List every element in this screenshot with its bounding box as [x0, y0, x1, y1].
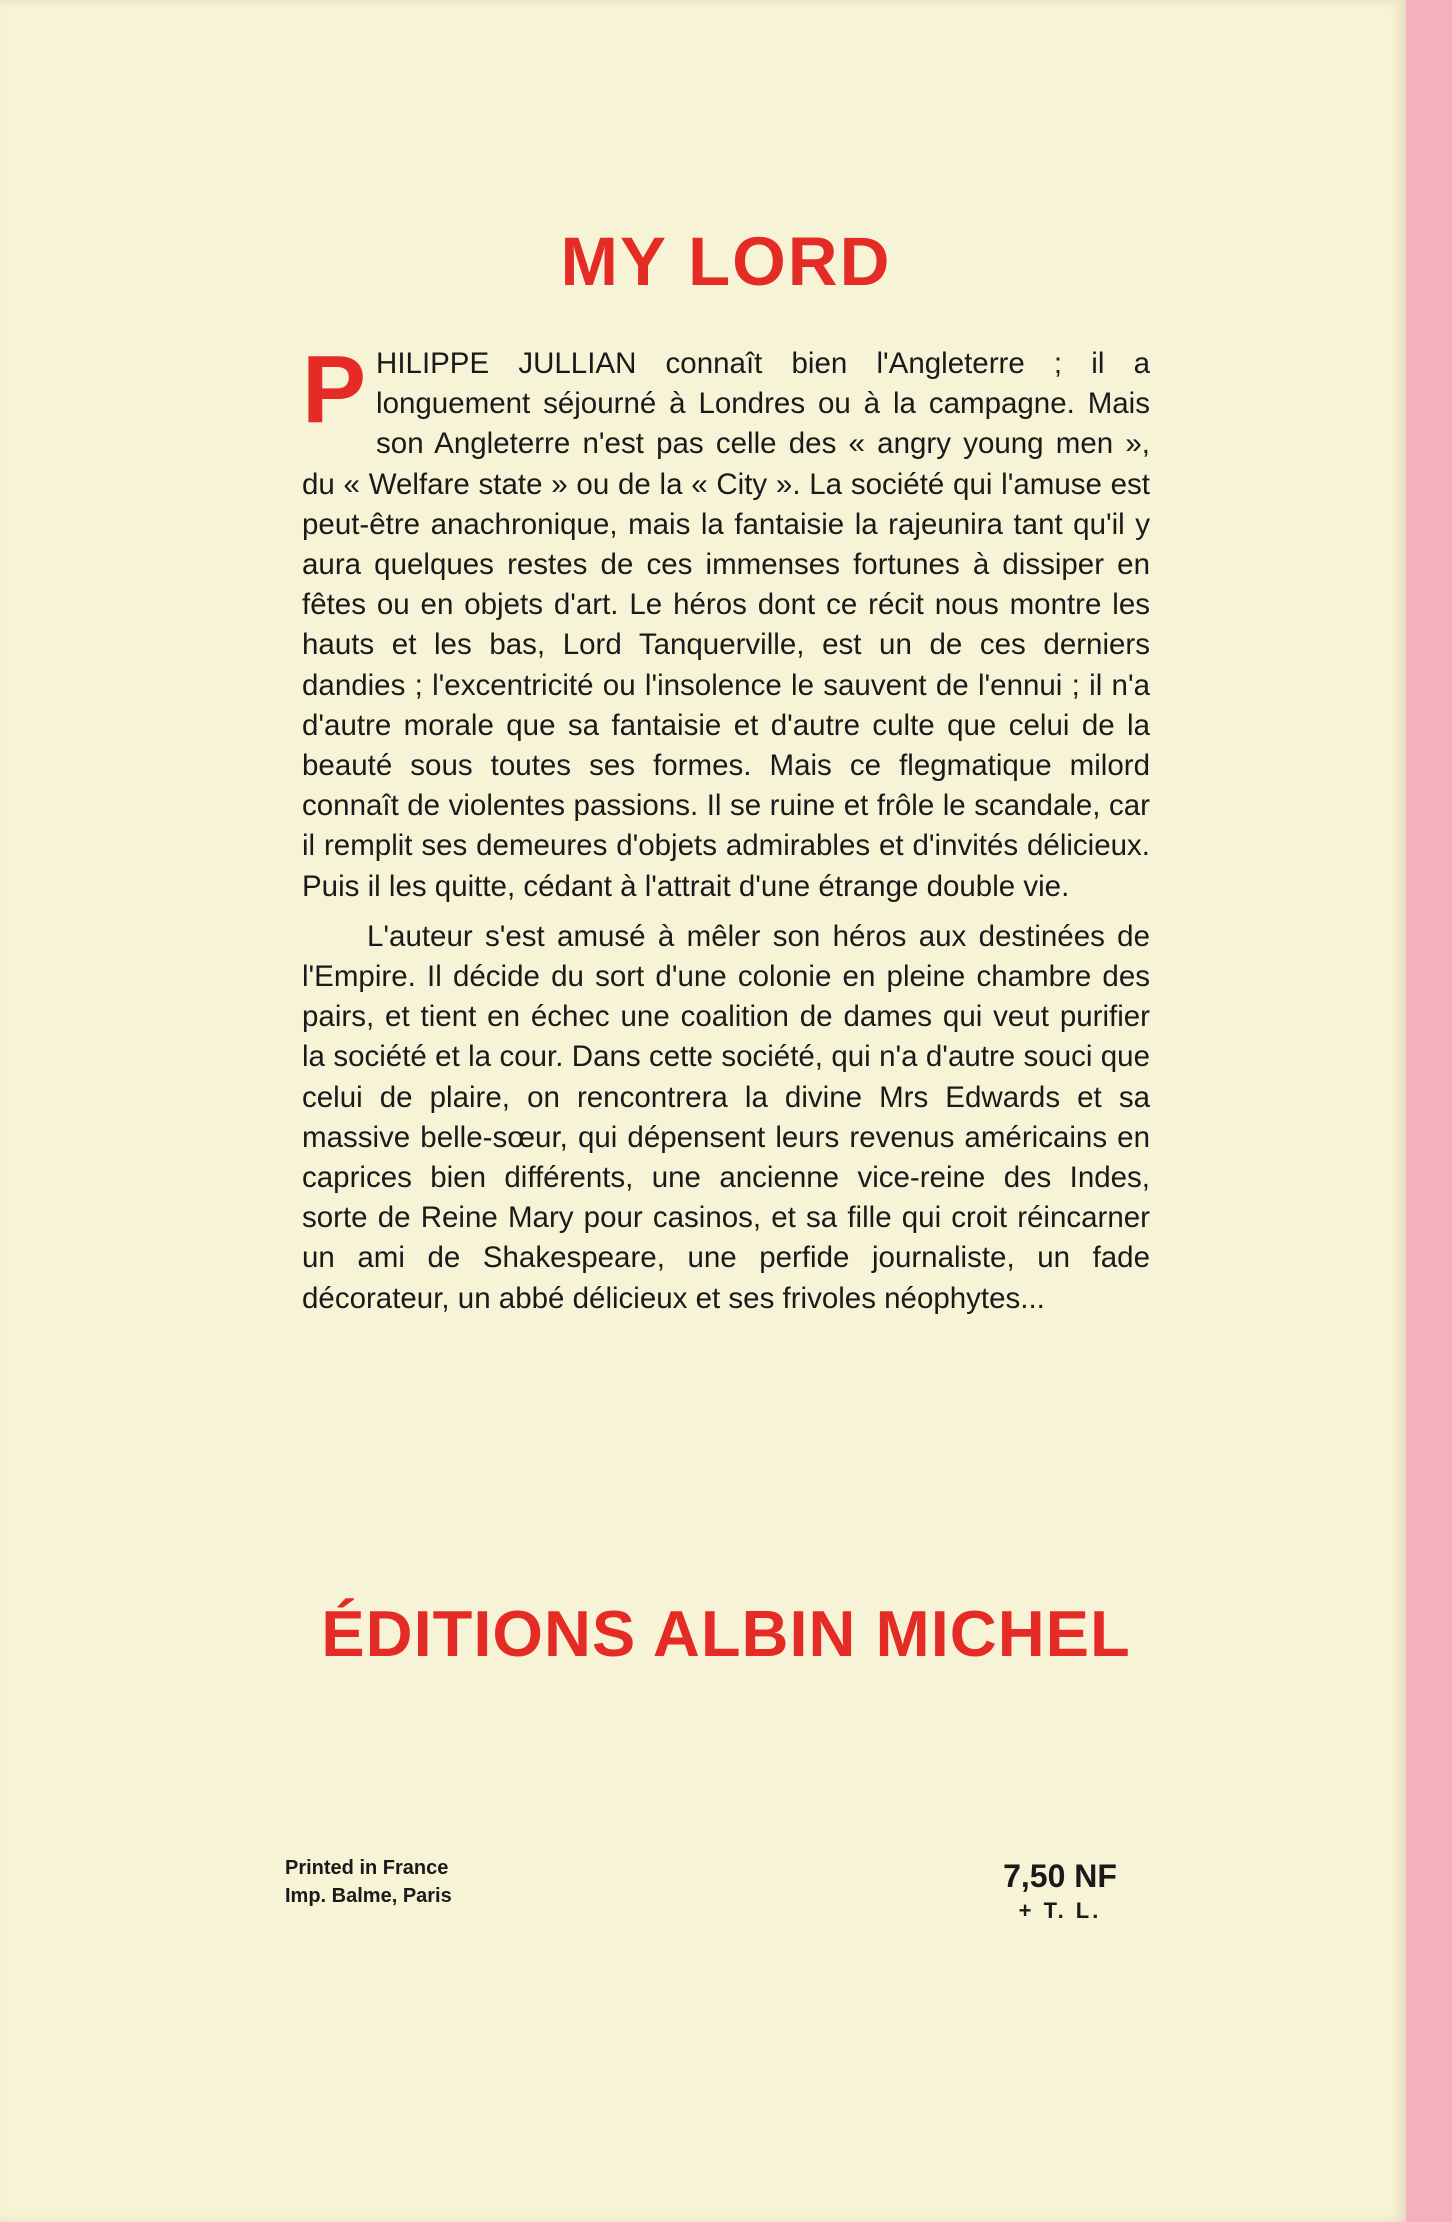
price-tax: + T. L. [1018, 1898, 1102, 1923]
printer-name-line: Imp. Balme, Paris [285, 1885, 452, 1907]
blurb-text [302, 336, 1150, 1319]
drop-cap: P [302, 336, 367, 443]
price-amount: 7,50 NF [1003, 1858, 1117, 1894]
publisher-name: ÉDITIONS ALBIN MICHEL [321, 1597, 1131, 1670]
printed-in-line: Printed in France [285, 1857, 449, 1879]
page-edge [1406, 0, 1452, 2222]
printer-info [285, 1854, 452, 1910]
price-block [990, 1856, 1130, 1926]
blurb-paragraph-2: L'auteur s'est amusé à mêler son héros aux destinées de l'Empire. Il décide du sort d'une colonie en pleine chambre des pairs, et tient en échec une coalition de dames qui veut purifier la société et la cour. Dans cette société, qui n'a d'autre souci que celui de plaire, on rencontrera la divine Mrs Edwards et sa massive belle-sœur, qui dépensent leurs revenus américains en caprices bien différents, une ancienne vice-reine des Indes, sorte de Reine Mary pour casinos, et sa fille qui croit réincarner un ami de Shakespeare, une perfide journaliste, un fade décorateur, un abbé délicieux et ses frivoles néophytes... [302, 919, 1150, 1315]
blurb-paragraph-1-text: HILIPPE JULLIAN connaît bien l'Angleterre ; il a longuement séjourné à Londres ou à la campagne. Mais son Angleterre n'est pas celle des « angry young men », du « Welfare state » ou de la « City ». La société qui l'amuse est peut-être anachronique, mais la fantaisie la rajeunira tant qu'il y aura quelques restes de ces immenses fortunes à dissiper en fêtes ou en objets d'art. Le héros dont ce récit nous montre les hauts et les bas, Lord Tanquerville, est un de ces derniers dandies ; l'excentricité ou l'insolence le sauvent de l'ennui ; il n'a d'autre morale que sa fantaisie et d'autre culte que celui de la beauté sous toutes ses formes. Mais ce flegmatique milord connaît de violentes passions. Il se ruine et frôle le scandale, car il remplit ses demeures d'objets admirables et d'invités délicieux. Puis il les quitte, cédant à l'attrait d'une étrange double vie. [302, 347, 1150, 903]
book-title: MY LORD [560, 223, 892, 300]
blurb-paragraph-1 [302, 336, 1150, 907]
